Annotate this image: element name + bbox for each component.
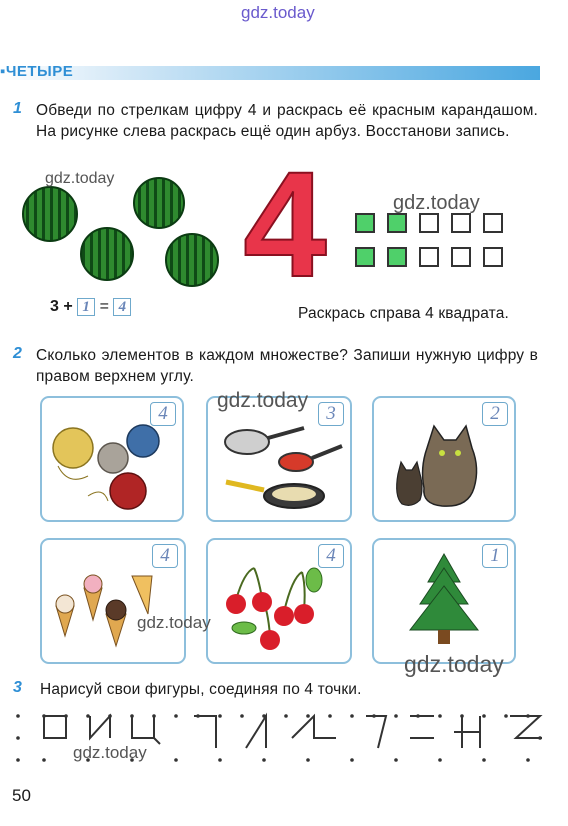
square [451, 213, 471, 233]
equation-left: 3 + [50, 298, 73, 315]
frying-pans-picture [214, 418, 346, 516]
watermelon-1 [23, 187, 77, 241]
answer-badge[interactable]: 3 [318, 402, 344, 426]
square [483, 213, 503, 233]
answer-badge[interactable]: 4 [152, 544, 178, 568]
watermark: gdz.today [404, 651, 504, 677]
watermark: gdz.today [393, 192, 480, 214]
task1-number: 1 [13, 100, 22, 117]
answer-badge[interactable]: 2 [482, 402, 508, 426]
task3-number: 3 [13, 679, 22, 696]
watermelons-picture [18, 172, 228, 292]
square [355, 247, 375, 267]
squares-note: Раскрась справа 4 квадрата. [298, 305, 509, 322]
watermark: gdz.today [45, 170, 115, 187]
card-yarn [40, 396, 184, 522]
answer-badge[interactable]: 1 [482, 544, 508, 568]
card-cherries [206, 538, 352, 664]
task1-text: Обведи по стрелкам цифру 4 и раскрась её красным карандашом. На рисунке слева раскрась ещё один арбуз. Восстанови запись. [36, 102, 538, 140]
big-digit-4 [240, 158, 330, 288]
answer-box[interactable]: 4 [113, 298, 131, 316]
task2-number: 2 [13, 345, 22, 362]
watermelon-4 [166, 234, 218, 286]
watermark: gdz.today [137, 613, 211, 632]
chapter-header [0, 64, 540, 82]
card-pans [206, 396, 352, 522]
equation [50, 298, 131, 316]
square [387, 247, 407, 267]
yarn-balls-picture [48, 416, 176, 516]
watermelon-3 [81, 228, 133, 280]
equals-sign: = [99, 298, 109, 315]
answer-badge[interactable]: 4 [318, 544, 344, 568]
cherries-picture [214, 562, 346, 660]
chapter-title: ▪ЧЕТЫРЕ [0, 63, 74, 80]
square [355, 213, 375, 233]
squares-grid [355, 213, 503, 267]
task3-text: Нарисуй свои фигуры, соединяя по 4 точки. [40, 681, 362, 698]
square [387, 213, 407, 233]
card-cats [372, 396, 516, 522]
watermark: gdz.today [217, 389, 309, 412]
cats-picture [382, 408, 502, 514]
answer-badge[interactable]: 4 [150, 402, 176, 426]
watermark: gdz.today [73, 743, 147, 762]
square [451, 247, 471, 267]
square [483, 247, 503, 267]
watermark-top: gdz.today [241, 3, 315, 22]
square [419, 213, 439, 233]
answer-box[interactable]: 1 [77, 298, 95, 316]
watermelon-2 [134, 178, 184, 228]
fir-tree-picture [394, 550, 494, 658]
svg-text:4: 4 [243, 158, 327, 288]
card-ice-cream [40, 538, 186, 664]
ice-cream-picture [48, 564, 180, 660]
page-number: 50 [12, 786, 31, 805]
card-tree [372, 538, 516, 664]
task2-text: Сколько элементов в каждом множестве? Запиши нужную цифру в правом верхнем углу. [36, 347, 538, 385]
square [419, 247, 439, 267]
